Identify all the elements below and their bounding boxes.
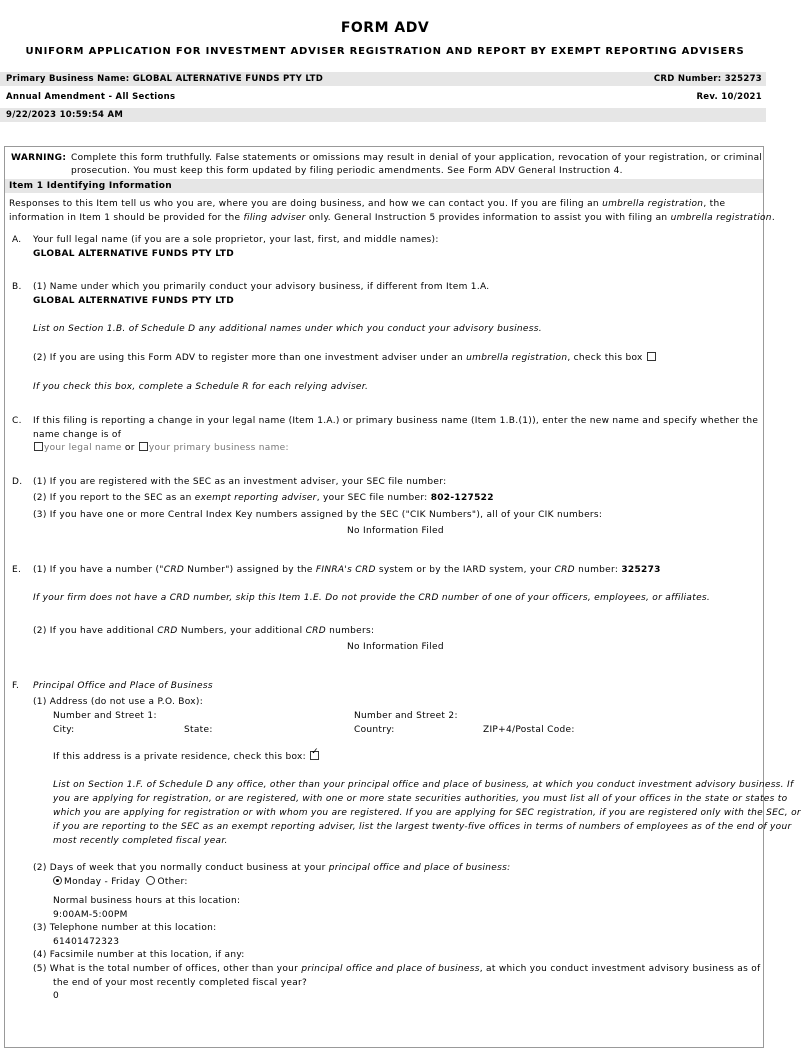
item-e-letter: E. [12, 565, 22, 575]
form-title: FORM ADV [340, 20, 430, 36]
monday-friday-radio[interactable] [53, 876, 62, 885]
phone-value: 61401472323 [53, 937, 120, 947]
other-days-radio[interactable] [146, 876, 155, 885]
warning-line-2: prosecution. You must keep this form updated by filing periodic amendments. See Form ADV General Instruction 4. [71, 166, 623, 176]
business-name: Primary Business Name: GLOBAL ALTERNATIVE FUNDS PTY LTD [6, 74, 324, 84]
item-f-note-line-2: you are applying for registration, or are registered, with one or more state securities authorities, you must list all of your offices in the state or states to [53, 794, 788, 804]
item-e2-question: (2) If you have additional CRD Numbers, your additional CRD numbers: [33, 626, 375, 636]
form-body [4, 146, 801, 1048]
street-1-label: Number and Street 1: [53, 711, 157, 721]
amendment-band [0, 90, 766, 104]
phone-question: (3) Telephone number at this location: [33, 923, 217, 933]
timestamp-band [0, 108, 766, 122]
offices-question-line-2: the end of your most recently completed fiscal year? [53, 978, 308, 988]
crd-number-value: 325273 [621, 565, 661, 575]
item-a-letter: A. [12, 235, 22, 245]
legal-name-value: GLOBAL ALTERNATIVE FUNDS PTY LTD [33, 249, 235, 259]
item-b1-note: List on Section 1.B. of Schedule D any additional names under which you conduct your advisory business. [33, 324, 542, 334]
form-subtitle: UNIFORM APPLICATION FOR INVESTMENT ADVISER REGISTRATION AND REPORT BY EXEMPT REPORTING ADVISERS [25, 46, 745, 57]
warning-label: WARNING: [11, 153, 67, 163]
private-residence-question: If this address is a private residence, check this box: ✓ [53, 752, 320, 762]
business-name-value: GLOBAL ALTERNATIVE FUNDS PTY LTD [33, 296, 235, 306]
legal-name-change-checkbox[interactable] [34, 442, 43, 451]
item-f-note-line-3: which you are applying for registration or with whom you are registered. If you are applying for SEC registration, if you are registered only with the SEC, or [53, 808, 801, 818]
item1-intro-line-2: information in Item 1 should be provided for the filing adviser only. General Instruction 5 provides information to assist you with filing an umbrella registration. [9, 213, 775, 223]
item-f-heading: Principal Office and Place of Business [33, 681, 213, 691]
offices-question-line-1: (5) What is the total number of offices, other than your principal office and place of business, at which you conduct investment advisory business as of [33, 964, 761, 974]
item-c-question-line-1: If this filing is reporting a change in your legal name (Item 1.A.) or primary business name (Item 1.B.(1)), enter the new name and specify whether the [33, 416, 759, 426]
hours-label: Normal business hours at this location: [53, 896, 241, 906]
item-f-note-line-5: most recently completed fiscal year. [53, 836, 228, 846]
address-question: (1) Address (do not use a P.O. Box): [33, 697, 204, 707]
item-a-question: Your full legal name (if you are a sole proprietor, your last, first, and middle names): [33, 235, 439, 245]
form-revision: Rev. 10/2021 [696, 92, 762, 102]
hours-value: 9:00AM-5:00PM [53, 910, 128, 920]
item-c-question-line-2: name change is of [33, 430, 122, 440]
item-c-letter: C. [12, 416, 22, 426]
umbrella-registration-checkbox[interactable] [647, 352, 656, 361]
crd-number: CRD Number: 325273 [653, 74, 762, 84]
item-d3-question: (3) If you have one or more Central Index Key numbers assigned by the SEC ("CIK Numbers"), all of your CIK numbers: [33, 510, 603, 520]
item-b2-question: (2) If you are using this Form ADV to register more than one investment adviser under an umbrella registration, check this box [33, 353, 657, 363]
sec-file-number: 802-127522 [430, 493, 494, 503]
item1-header: Item 1 Identifying Information [5, 179, 763, 193]
business-name-band [0, 72, 766, 86]
amendment-type: Annual Amendment - All Sections [6, 92, 176, 102]
business-name-change-checkbox[interactable] [139, 442, 148, 451]
cik-no-info: No Information Filed [347, 526, 444, 536]
state-label: State: [184, 725, 213, 735]
item-d1-question: (1) If you are registered with the SEC as an investment adviser, your SEC file number: [33, 477, 447, 487]
item-f-note-line-4: if you are reporting to the SEC as an exempt reporting adviser, list the largest twenty-five offices in terms of numbers of employees as of the end of your [53, 822, 792, 832]
street-2-label: Number and Street 2: [354, 711, 458, 721]
item-b2-note: If you check this box, complete a Schedule R for each relying adviser. [33, 382, 369, 392]
item-d-letter: D. [12, 477, 23, 487]
warning-line-1: Complete this form truthfully. False statements or omissions may result in denial of your application, revocation of your registration, or criminal [71, 153, 763, 163]
city-label: City: [53, 725, 75, 735]
item-f-note-line-1: List on Section 1.F. of Schedule D any office, other than your principal office and place of business, at which you conduct investment advisory business. If [53, 780, 794, 790]
offices-value: 0 [53, 991, 60, 1001]
name-change-options: your legal name or your primary business name: [33, 443, 289, 453]
days-options: Monday - Friday Other: [53, 877, 188, 887]
item-b-letter: B. [12, 282, 22, 292]
item-e1-note: If your firm does not have a CRD number, skip this Item 1.E. Do not provide the CRD number of one of your officers, employees, or affiliates. [33, 593, 711, 603]
days-question: (2) Days of week that you normally conduct business at your principal office and place of business: [33, 863, 511, 873]
item-d2-question: (2) If you report to the SEC as an exempt reporting adviser, your SEC file number: 802-127522 [33, 493, 494, 503]
additional-crd-no-info: No Information Filed [347, 642, 444, 652]
item-f-letter: F. [12, 681, 20, 691]
zip-label: ZIP+4/Postal Code: [483, 725, 575, 735]
item1-intro-line-1: Responses to this Item tell us who you are, where you are doing business, and how we can contact you. If you are filing an umbrella registration, the [9, 199, 726, 209]
item-b1-question: (1) Name under which you primarily conduct your advisory business, if different from Item 1.A. [33, 282, 490, 292]
item-e1-question: (1) If you have a number ("CRD Number") assigned by the FINRA's CRD system or by the IARD system, your CRD number: 325273 [33, 565, 661, 575]
private-residence-checkbox[interactable] [310, 751, 319, 760]
timestamp: 9/22/2023 10:59:54 AM [6, 110, 124, 120]
fax-question: (4) Facsimile number at this location, if any: [33, 950, 245, 960]
country-label: Country: [354, 725, 395, 735]
